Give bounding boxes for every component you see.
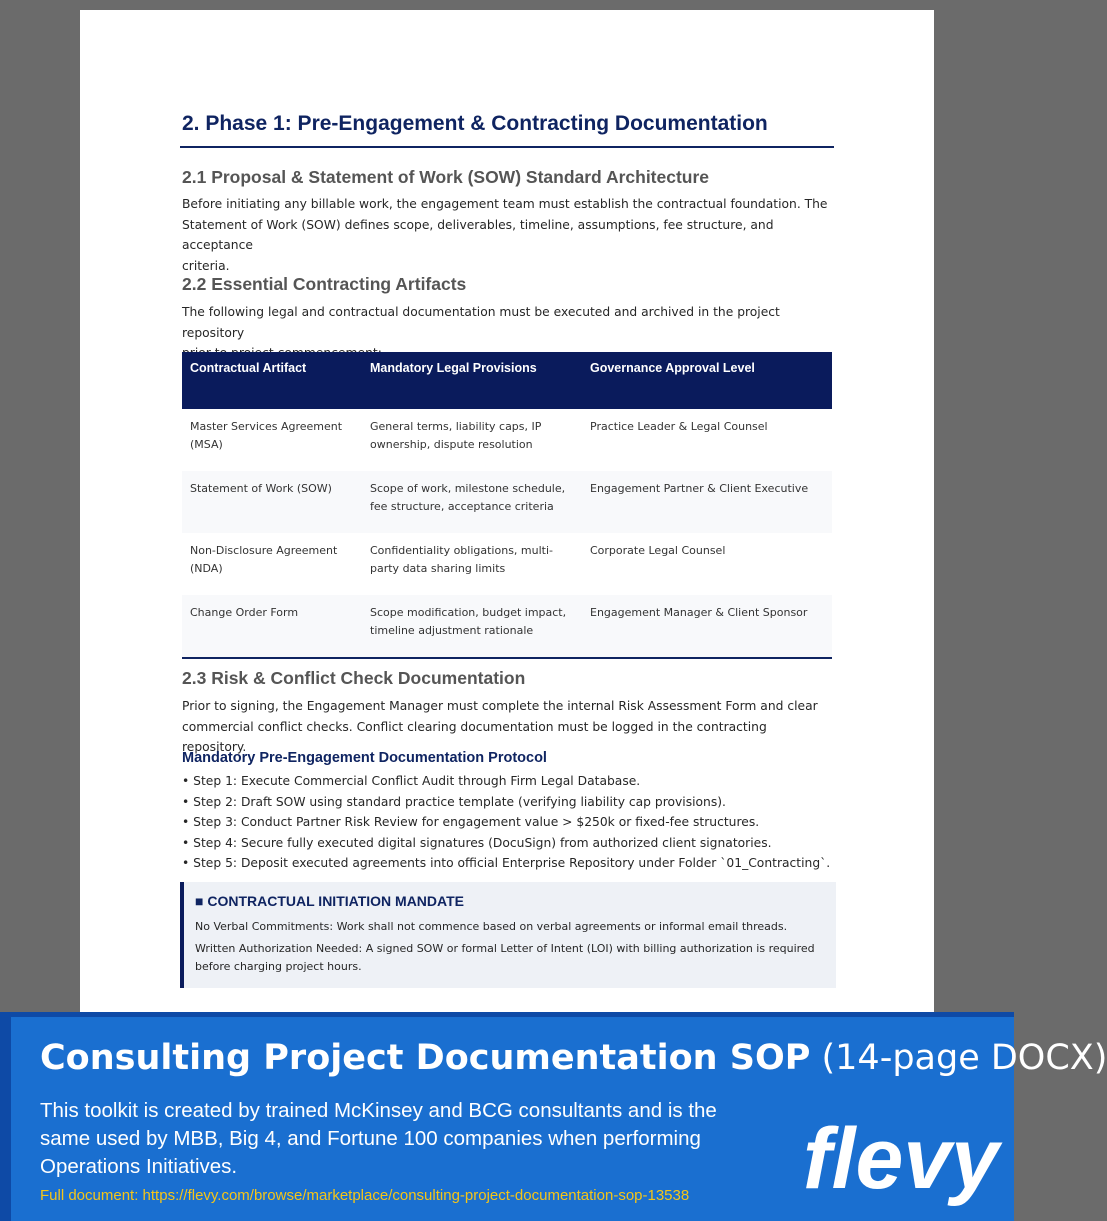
banner-title-suffix: (14-page DOCX) <box>821 1038 1107 1078</box>
table-header-row <box>182 352 832 409</box>
list-item: • Step 2: Draft SOW using standard practice template (verifying liability cap provisions). <box>182 794 726 809</box>
column-header-approval: Governance Approval Level <box>582 352 832 409</box>
subsection-title-2-3: 2.3 Risk & Conflict Check Documentation <box>182 668 526 688</box>
callout-text: before charging project hours. <box>195 960 362 973</box>
table-row <box>182 409 832 471</box>
table-cell: Engagement Partner & Client Executive <box>582 471 832 533</box>
table-row <box>182 595 832 658</box>
table-cell: Change Order Form <box>182 595 362 658</box>
column-header-artifact: Contractual Artifact <box>182 352 362 409</box>
subsection-title-2-2: 2.2 Essential Contracting Artifacts <box>182 274 467 294</box>
table-cell: Practice Leader & Legal Counsel <box>590 420 768 433</box>
document-page <box>80 10 934 1020</box>
list-item: • Step 4: Secure fully executed digital signatures (DocuSign) from authorized client signatories. <box>182 835 772 850</box>
table-cell: Scope modification, budget impact, timeline adjustment rationale <box>362 595 582 658</box>
protocol-steps-list <box>182 771 834 874</box>
paragraph-line: Before initiating any billable work, the engagement team must establish the contractual foundation. The <box>182 197 828 211</box>
paragraph-2-1 <box>182 194 834 276</box>
paragraph-line: The following legal and contractual documentation must be executed and archived in the project repository <box>182 305 780 340</box>
banner-description-line: same used by MBB, Big 4, and Fortune 100 companies when performing <box>40 1127 701 1150</box>
callout-title: ■ CONTRACTUAL INITIATION MANDATE <box>195 893 464 909</box>
banner-description <box>40 1097 740 1181</box>
callout-text: Written Authorization Needed: A signed SOW or formal Letter of Intent (LOI) with billing authorization is required <box>195 942 815 955</box>
paragraph-2-3 <box>182 696 834 758</box>
paragraph-line: commercial conflict checks. Conflict clearing documentation must be logged in the contracting repository. <box>182 719 767 754</box>
list-item: • Step 1: Execute Commercial Conflict Audit through Firm Legal Database. <box>182 774 641 788</box>
table-cell: Confidentiality obligations, multi-party data sharing limits <box>370 544 553 575</box>
table-cell: Corporate Legal Counsel <box>590 544 726 557</box>
heading-rule <box>180 146 834 148</box>
table-row <box>182 471 832 533</box>
section-heading: 2. Phase 1: Pre-Engagement & Contracting Documentation <box>182 112 768 135</box>
table-cell: Statement of Work (SOW) <box>182 471 362 533</box>
mandate-callout <box>180 882 836 988</box>
list-item: • Step 3: Conduct Partner Risk Review for engagement value > $250k or fixed-fee structures. <box>182 815 760 829</box>
contracting-artifacts-table <box>182 352 832 659</box>
list-item: • Step 5: Deposit executed agreements into official Enterprise Repository under Folder `01_Contracting`. <box>182 856 831 870</box>
banner-description-line: This toolkit is created by trained McKinsey and BCG consultants and is the <box>40 1099 717 1122</box>
protocol-title: Mandatory Pre-Engagement Documentation Protocol <box>182 750 547 766</box>
paragraph-line: criteria. <box>182 258 230 273</box>
banner-title <box>40 1038 1107 1078</box>
table-cell: Engagement Manager & Client Sponsor <box>582 595 832 658</box>
flevy-logo-text: flevy <box>802 1111 1000 1207</box>
paragraph-line: Prior to signing, the Engagement Manager must complete the internal Risk Assessment Form and clear <box>182 699 818 713</box>
subsection-title-2-1: 2.1 Proposal & Statement of Work (SOW) Standard Architecture <box>182 167 710 187</box>
callout-text: No Verbal Commitments: Work shall not commence based on verbal agreements or informal email threads. <box>195 920 788 933</box>
flevy-logo[interactable] <box>802 1111 1000 1207</box>
banner-title-main: Consulting Project Documentation SOP <box>40 1038 811 1078</box>
full-document-link[interactable]: Full document: https://flevy.com/browse/marketplace/consulting-project-documentation-sop-13538 <box>40 1187 690 1204</box>
paragraph-line: Statement of Work (SOW) defines scope, deliverables, timeline, assumptions, fee structure, and acceptance <box>182 217 774 252</box>
table-cell: General terms, liability caps, IP ownership, dispute resolution <box>370 420 542 451</box>
table-cell: Non-Disclosure Agreement (NDA) <box>190 544 338 575</box>
table-cell: Scope of work, milestone schedule, fee structure, acceptance criteria <box>362 471 582 533</box>
column-header-provisions: Mandatory Legal Provisions <box>362 352 582 409</box>
table-cell: Master Services Agreement (MSA) <box>190 420 343 451</box>
table-row <box>182 533 832 595</box>
banner-description-line: Operations Initiatives. <box>40 1155 238 1178</box>
